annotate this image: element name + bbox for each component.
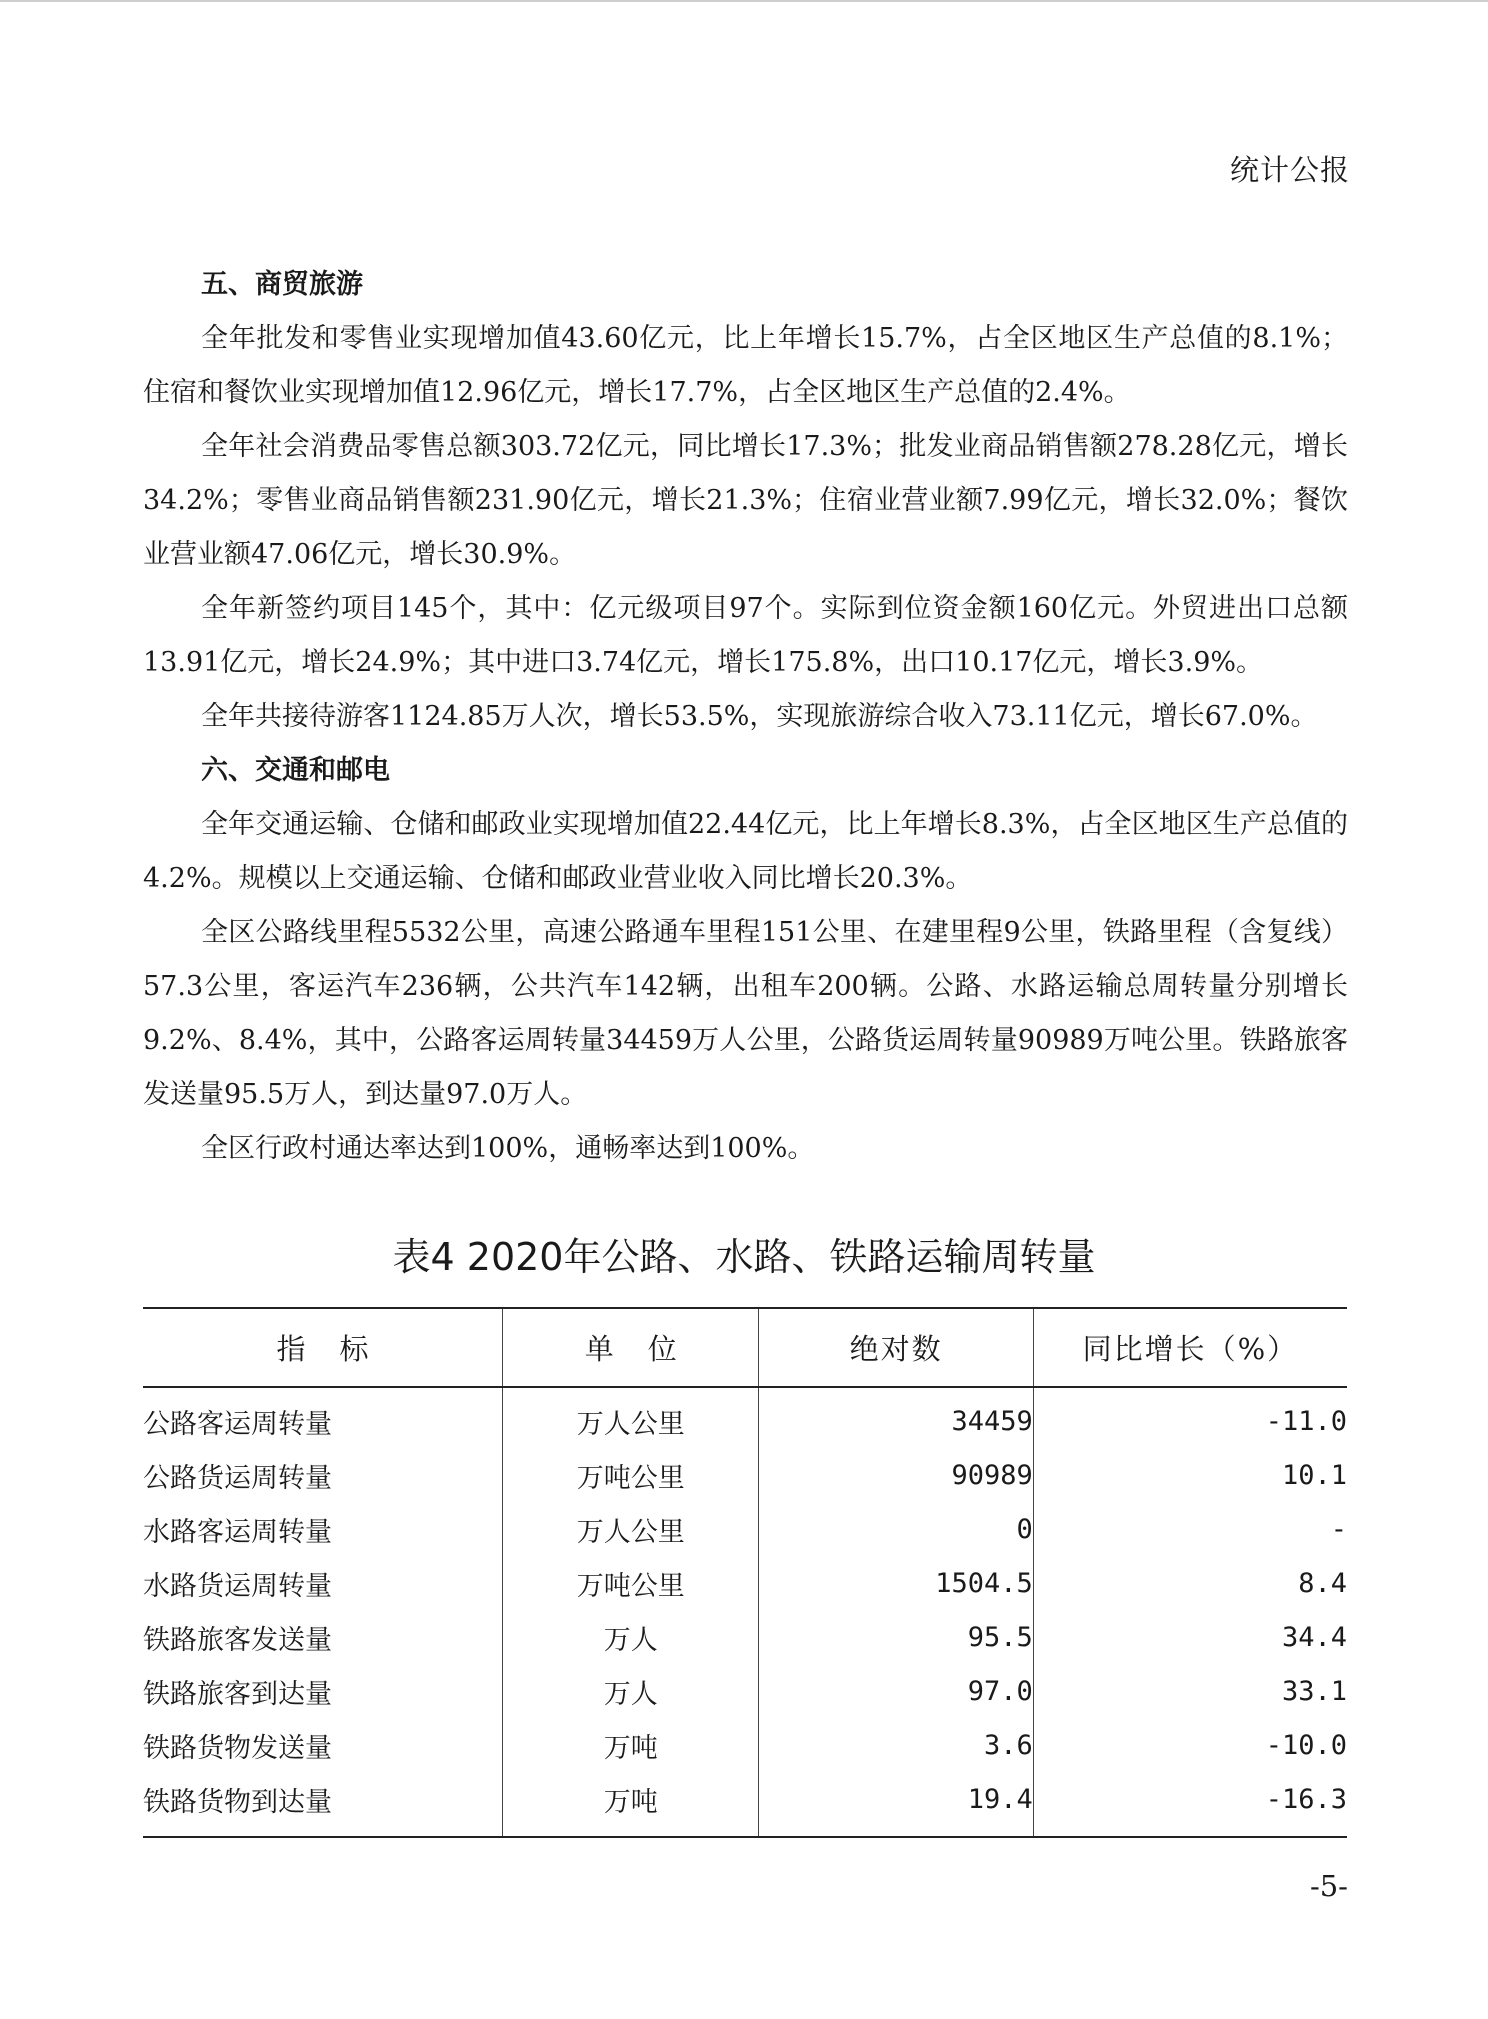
absolute-cell: 90989 — [759, 1448, 1033, 1502]
absolute-cell: 0 — [759, 1502, 1033, 1556]
unit-cell: 万人 — [503, 1664, 759, 1718]
growth-cell: -16.3 — [1265, 1783, 1347, 1815]
section-trade-tourism — [143, 258, 1348, 744]
absolute-cell: 95.5 — [759, 1610, 1033, 1664]
paragraph: 全区行政村通达率达到100%，通畅率达到100%。 — [201, 1133, 815, 1164]
paragraph: 全年共接待游客1124.85万人次，增长53.5%，实现旅游综合收入73.11亿元，增长67.0%。 — [201, 701, 1318, 732]
section-transport-post — [143, 744, 1348, 1176]
unit-cell: 万吨 — [503, 1718, 759, 1772]
growth-cell: -10.0 — [1265, 1729, 1347, 1761]
table-row — [143, 1556, 1347, 1610]
absolute-cell: 19.4 — [759, 1772, 1033, 1837]
indicator-cell: 铁路货物到达量 — [143, 1772, 503, 1837]
unit-cell: 万吨公里 — [503, 1556, 759, 1610]
table-row — [143, 1718, 1347, 1772]
growth-cell: 8.4 — [1298, 1567, 1347, 1599]
unit-cell: 万人公里 — [503, 1387, 759, 1448]
indicator-cell: 铁路货物发送量 — [143, 1718, 503, 1772]
indicator-cell: 水路货运周转量 — [143, 1556, 503, 1610]
growth-cell: - — [1330, 1513, 1347, 1545]
growth-cell: -11.0 — [1265, 1405, 1347, 1437]
table-row — [143, 1610, 1347, 1664]
table-row — [143, 1772, 1347, 1837]
paragraph: 全年批发和零售业实现增加值43.60亿元，比上年增长15.7%，占全区地区生产总值的8.1%；住宿和餐饮业实现增加值12.96亿元，增长17.7%，占全区地区生产总值的2.4%。 — [143, 323, 1348, 408]
table-header-row — [143, 1308, 1347, 1387]
table-row — [143, 1502, 1347, 1556]
unit-cell: 万吨 — [503, 1772, 759, 1837]
growth-cell: 33.1 — [1281, 1675, 1347, 1707]
table-row — [143, 1387, 1347, 1448]
indicator-cell: 公路货运周转量 — [143, 1448, 503, 1502]
paragraph: 全年交通运输、仓储和邮政业实现增加值22.44亿元，比上年增长8.3%，占全区地区生产总值的4.2%。规模以上交通运输、仓储和邮政业营业收入同比增长20.3%。 — [143, 809, 1348, 894]
section-heading: 六、交通和邮电 — [201, 755, 390, 786]
column-header-indicator: 指标 — [143, 1308, 503, 1387]
unit-cell: 万人公里 — [503, 1502, 759, 1556]
absolute-cell: 97.0 — [759, 1664, 1033, 1718]
indicator-cell: 水路客运周转量 — [143, 1502, 503, 1556]
header-title: 统计公报 — [1229, 153, 1350, 187]
column-header-yoy-growth: 同比增长（%） — [1033, 1308, 1347, 1387]
growth-cell: 34.4 — [1281, 1621, 1347, 1653]
transport-turnover-table — [143, 1307, 1347, 1838]
table-title: 表4 2020年公路、水路、铁路运输周转量 — [392, 1235, 1096, 1279]
table-row — [143, 1448, 1347, 1502]
paragraph: 全年新签约项目145个，其中：亿元级项目97个。实际到位资金额160亿元。外贸进出口总额13.91亿元，增长24.9%；其中进口3.74亿元，增长175.8%，出口10.17亿元，增长3.9%。 — [143, 593, 1348, 678]
indicator-cell: 铁路旅客发送量 — [143, 1610, 503, 1664]
unit-cell: 万人 — [503, 1610, 759, 1664]
page-number: -5- — [1309, 1869, 1348, 1903]
growth-cell: 10.1 — [1281, 1459, 1347, 1491]
absolute-cell: 1504.5 — [759, 1556, 1033, 1610]
indicator-cell: 公路客运周转量 — [143, 1387, 503, 1448]
column-header-unit: 单位 — [503, 1308, 759, 1387]
absolute-cell: 34459 — [759, 1387, 1033, 1448]
table-row — [143, 1664, 1347, 1718]
column-header-absolute: 绝对数 — [759, 1308, 1033, 1387]
main-text — [143, 258, 1348, 1176]
paragraph: 全年社会消费品零售总额303.72亿元，同比增长17.3%；批发业商品销售额278.28亿元，增长34.2%；零售业商品销售额231.90亿元，增长21.3%；住宿业营业额7.99亿元，增长32.0%；餐饮业营业额47.06亿元，增长30.9%。 — [143, 431, 1348, 570]
section-heading: 五、商贸旅游 — [201, 269, 363, 300]
indicator-cell: 铁路旅客到达量 — [143, 1664, 503, 1718]
paragraph: 全区公路线里程5532公里，高速公路通车里程151公里、在建里程9公里，铁路里程（含复线）57.3公里，客运汽车236辆，公共汽车142辆，出租车200辆。公路、水路运输总周转量分别增长9.2%、8.4%，其中，公路客运周转量34459万人公里，公路货运周转量90989万吨公里。铁路旅客发送量95.5万人，到达量97.0万人。 — [143, 917, 1348, 1110]
unit-cell: 万吨公里 — [503, 1448, 759, 1502]
absolute-cell: 3.6 — [759, 1718, 1033, 1772]
top-border-line — [0, 0, 1488, 2]
